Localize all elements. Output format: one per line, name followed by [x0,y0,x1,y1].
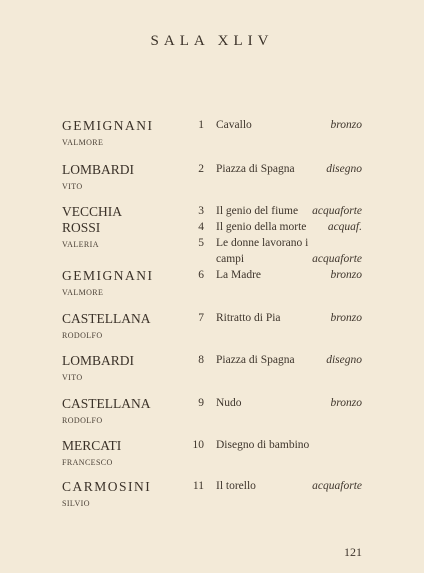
work-technique: disegno [326,163,362,175]
work-number: 1 [198,119,204,131]
work-number: 4 [198,221,204,233]
work-technique: acquaforte [312,253,362,265]
artist-firstname: VALERIA [62,240,99,249]
artist-surname: LOMBARDI [62,353,135,368]
work-number: 9 [198,397,204,409]
work-number: 6 [198,269,204,281]
artist-firstname: RODOLFO [62,416,103,425]
artist-firstname: VITO [62,182,83,191]
work-title: Disegno di bambino [216,439,310,451]
work-title: Piazza di Spagna [216,354,295,366]
work-title: Ritratto di Pia [216,312,281,324]
work-technique: bronzo [330,119,362,131]
work-title: Il torello [216,480,256,492]
work-technique: bronzo [330,397,362,409]
work-title: La Madre [216,269,262,281]
work-title: Il genio della morte [216,221,307,233]
work-number: 8 [198,354,204,366]
artist-surname: VECCHIA [62,204,122,219]
artist-surname: GEMIGNANI [62,118,154,133]
work-title: Il genio del fiume [216,205,299,217]
artist-surname: CARMOSINI [62,479,152,494]
work-number: 10 [192,439,204,451]
artist-surname: GEMIGNANI [62,268,154,283]
artist-firstname: RODOLFO [62,331,103,340]
artist-firstname: SILVIO [62,499,90,508]
work-technique: bronzo [330,312,362,324]
artist-surname: LOMBARDI [62,162,135,177]
work-title: Le donne lavorano i [216,237,309,249]
work-technique: acquaf. [327,221,362,233]
hall-title: SALA XLIV [150,33,274,49]
artist-surname: CASTELLANA [62,311,151,326]
work-number: 5 [198,237,204,249]
page-number: 121 [344,545,362,559]
work-technique: bronzo [330,269,362,281]
work-number: 7 [198,312,204,324]
work-title-continuation: campi [216,253,245,265]
artist-surname: ROSSI [62,220,101,235]
artist-firstname: VALMORE [62,288,104,297]
work-technique: acquaforte [312,480,362,492]
work-title: Cavallo [216,119,252,131]
artist-surname: MERCATI [62,438,122,453]
work-number: 2 [198,163,204,175]
work-number: 3 [198,205,204,217]
work-number: 11 [192,480,204,492]
work-title: Nudo [216,397,242,409]
work-technique: acquaforte [312,205,362,217]
artist-firstname: FRANCESCO [62,458,113,467]
work-title: Piazza di Spagna [216,163,295,175]
artist-firstname: VALMORE [62,138,104,147]
work-technique: disegno [326,354,362,366]
artist-firstname: VITO [62,373,83,382]
artist-surname: CASTELLANA [62,396,151,411]
